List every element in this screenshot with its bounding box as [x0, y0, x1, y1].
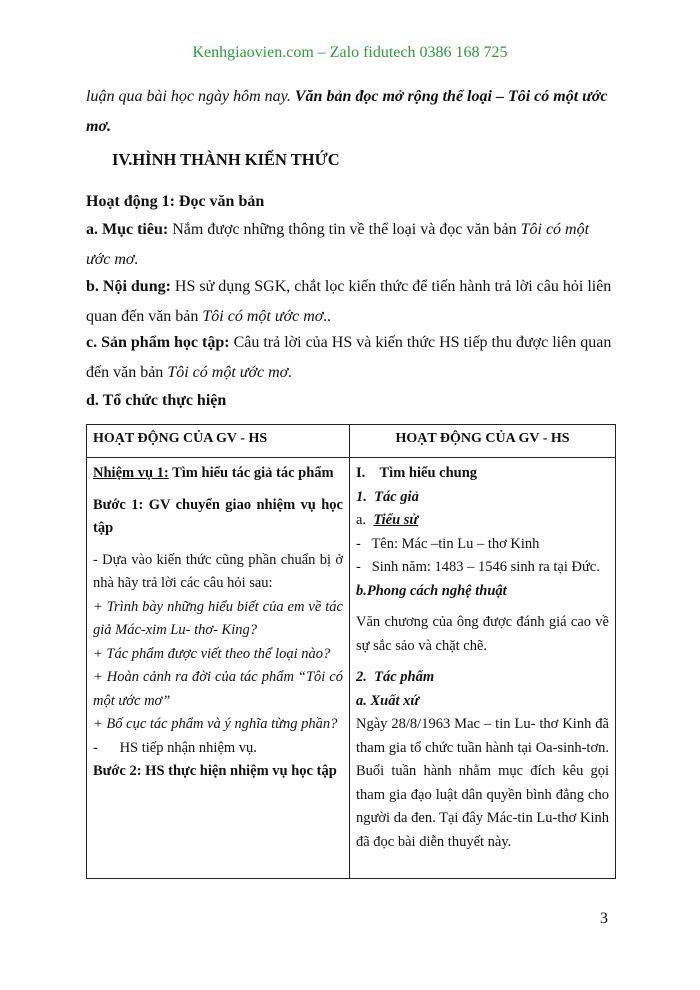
intro-plain: luận qua bài học ngày hôm nay. [86, 88, 295, 105]
table-row [87, 458, 616, 879]
question-3: + Hoàn cảnh ra đời của tác phẩm “Tôi có một ước mơ” [93, 669, 343, 709]
right-cell [350, 458, 616, 879]
col1-header: HOẠT ĐỘNG CỦA GV - HS [87, 425, 350, 458]
organize-title: d. Tổ chức thực hiện [86, 392, 227, 409]
product-paragraph: c. Sản phẩm học tập: Câu trả lời của HS và kiến thức HS tiếp thu được liên quan đến văn bản Tôi có một ước mơ. [86, 334, 612, 381]
style-text: Văn chương của ông được đánh giá cao về sự sắc sảo và chặt chẽ. [356, 614, 609, 654]
bio-heading: a. Tiểu sử [356, 512, 419, 528]
objective-paragraph: a. Mục tiêu: Nắm được những thông tin về thể loại và đọc văn bản Tôi có một ước mơ. [86, 221, 590, 268]
question-4: + Bố cục tác phẩm và ý nghĩa từng phần? [93, 716, 338, 732]
task-heading: Nhiệm vụ 1: Tìm hiểu tác giả tác phẩm [93, 465, 334, 481]
general-heading: I. Tìm hiểu chung [356, 465, 478, 481]
work-heading: 2. Tác phẩm [356, 669, 435, 685]
col2-header: HOẠT ĐỘNG CỦA GV - HS [350, 425, 616, 458]
left-cell [87, 458, 350, 879]
step2-heading: Bước 2: HS thực hiện nhiệm vụ học tập [93, 763, 337, 779]
instruction-text: - Dựa vào kiến thức cũng phần chuẩn bị ở nhà hãy trả lời các câu hỏi sau: [93, 551, 343, 591]
bio-line-2: - Sinh năm: 1483 – 1546 sinh ra tại Đức. [356, 559, 600, 575]
origin-text: Ngày 28/8/1963 Mac – tin Lu- thơ Kinh đã tham gia tổ chức tuần hành tại Oa-sinh-tơn. Buổi tuần hành nhằm mục đích kêu gọi tham gia đạo luật dân quyền bình đẳng cho người da đen. Tại đây Mác-tin Lu-thơ Kinh đã đọc bài diễn thuyết này. [356, 716, 609, 850]
page-header: Kenhgiaovien.com – Zalo fidutech 0386 168 725 [192, 44, 508, 61]
table-header-row [87, 425, 616, 458]
activity-title: Hoạt động 1: Đọc văn bản [86, 193, 265, 210]
question-1: + Trình bày những hiểu biết của em về tác giả Mác-xim Lu- thơ- King? [93, 598, 343, 638]
style-heading: b.Phong cách nghệ thuật [356, 582, 507, 599]
intro-paragraph [86, 82, 616, 142]
intro-bold: Văn bản đọc mở rộng thể loại – Tôi có một ước [294, 88, 608, 105]
step1-heading: Bước 1: GV chuyển giao nhiệm vụ học tập [93, 496, 343, 536]
content-paragraph: b. Nội dung: HS sử dụng SGK, chắt lọc kiến thức để tiến hành trả lời câu hỏi liên quan đến văn bản Tôi có một ước mơ.. [86, 278, 612, 325]
bio-line-1: - Tên: Mác –tin Lu – thơ Kinh [356, 535, 540, 552]
receive-text: - HS tiếp nhận nhiệm vụ. [93, 739, 257, 756]
page-number: 3 [600, 910, 608, 927]
question-2: + Tác phẩm được viết theo thể loại nào? [93, 645, 331, 662]
author-heading: 1. Tác giả [356, 488, 419, 505]
section-title: IV.HÌNH THÀNH KIẾN THỨC [112, 150, 340, 169]
activity-table [86, 424, 616, 879]
intro-bold-2: mơ. [86, 118, 112, 135]
origin-heading: a. Xuất xứ [356, 692, 420, 709]
